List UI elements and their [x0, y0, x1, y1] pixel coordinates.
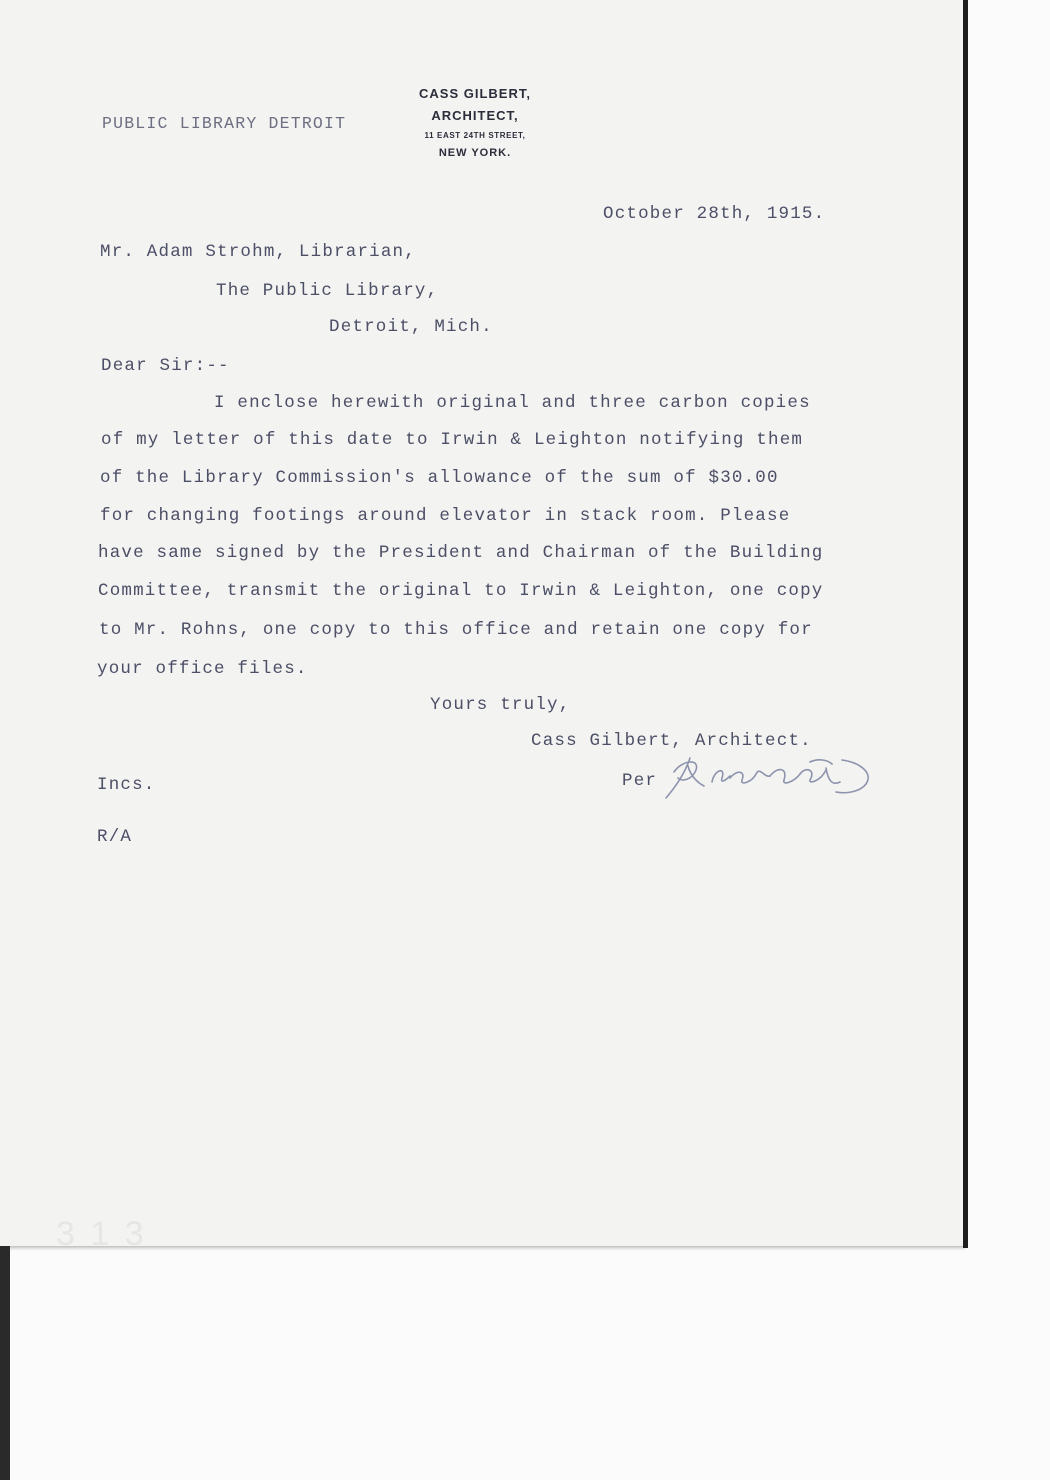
salutation: Dear Sir:--	[101, 356, 230, 376]
body-line: have same signed by the President and Chairman of the Building	[98, 543, 824, 563]
closing: Yours truly,	[430, 695, 571, 715]
body-line: of my letter of this date to Irwin & Leighton notifying them	[101, 430, 804, 450]
ghost-text: 3 1 3	[56, 1215, 147, 1253]
signature-firm: Cass Gilbert, Architect.	[531, 731, 812, 751]
body-line: I enclose herewith original and three carbon copies	[214, 393, 811, 413]
handwritten-signature	[660, 752, 885, 804]
enclosures-note: Incs.	[97, 775, 156, 795]
recipient-line: The Public Library,	[216, 281, 439, 301]
body-line: your office files.	[97, 659, 308, 679]
per-label: Per	[622, 771, 658, 791]
archive-stamp: PUBLIC LIBRARY DETROIT	[102, 114, 347, 133]
letterhead-name: CASS GILBERT,	[419, 86, 531, 101]
reference-initials: R/A	[97, 827, 133, 847]
letterhead-street: 11 EAST 24TH STREET,	[424, 131, 526, 140]
body-line: Committee, transmit the original to Irwin & Leighton, one copy	[98, 581, 824, 601]
body-line: of the Library Commission's allowance of the sum of $30.00	[100, 468, 779, 488]
letterhead-city: NEW YORK.	[438, 147, 512, 159]
sheet-bottom-edge	[0, 1246, 10, 1480]
letter-date: October 28th, 1915.	[603, 204, 826, 224]
body-line: to Mr. Rohns, one copy to this office and retain one copy for	[99, 620, 813, 640]
body-line: for changing footings around elevator in stack room. Please	[100, 506, 791, 526]
recipient-line: Detroit, Mich.	[329, 317, 493, 337]
recipient-line: Mr. Adam Strohm, Librarian,	[100, 242, 416, 262]
letterhead-title: ARCHITECT,	[431, 108, 519, 123]
sheet-edge-shadow	[963, 0, 968, 1248]
